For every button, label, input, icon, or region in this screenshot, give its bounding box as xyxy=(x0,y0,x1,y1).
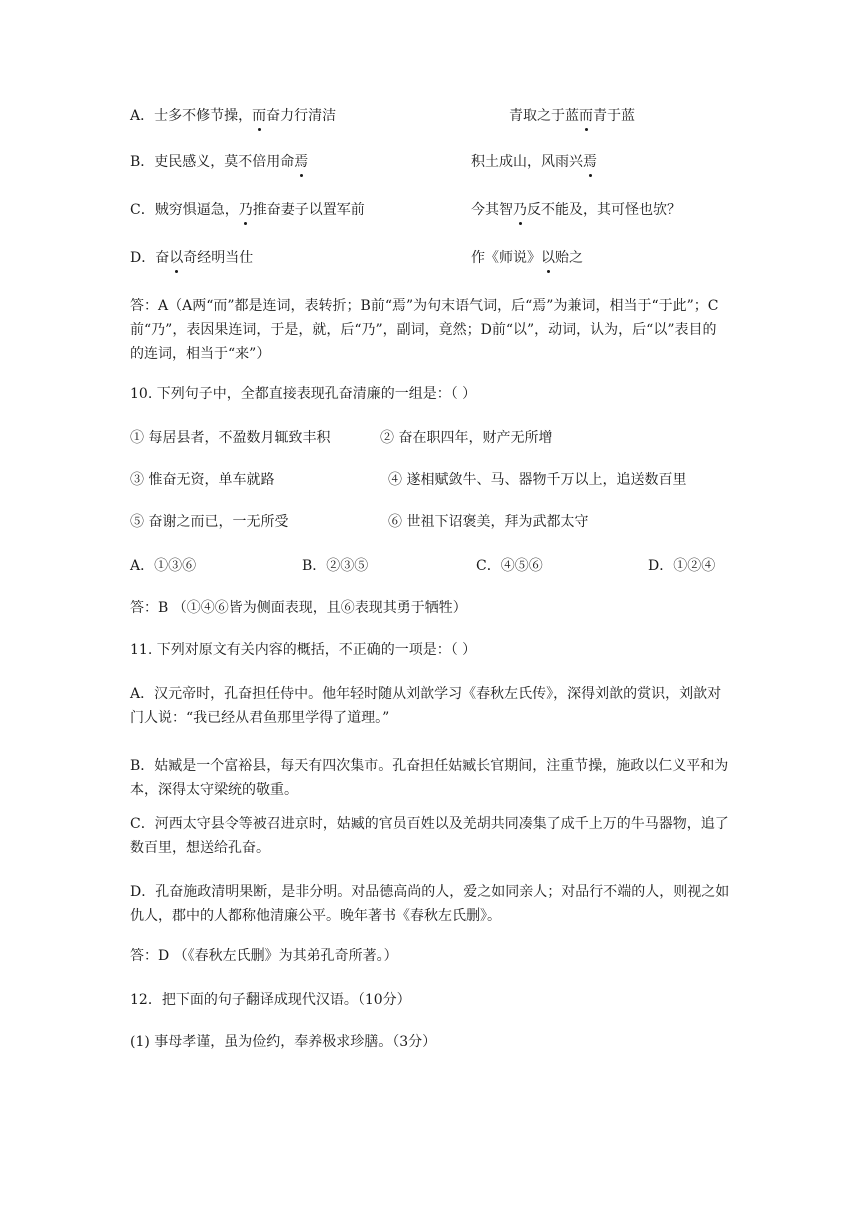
emphasis-dot: 焉 xyxy=(294,154,309,170)
q10-choice-a: A．①③⑥ xyxy=(130,558,197,574)
emphasis-dot: 乃 xyxy=(513,202,527,218)
q11-option-b: B．姑臧是一个富裕县，每天有四次集市。孔奋担任姑臧长官期间，注重节操，施政以仁义平和为本，深得太守梁统的敬重。 xyxy=(130,758,729,798)
q11-option-c: C．河西太守县令等被召进京时，姑臧的官员百姓以及羌胡共同凑集了成千上万的牛马器物，追了数百里，想送给孔奋。 xyxy=(130,816,729,856)
q11-question: 11. 下列对原文有关内容的概括，不正确的一项是：（ ） xyxy=(130,642,477,658)
q12-question: 12．把下面的句子翻译成现代汉语。（10分） xyxy=(130,992,411,1008)
q10-item-6: ⑥ 世祖下诏褒美，拜为武都太守 xyxy=(388,514,589,530)
q9-option-b-right: 积土成山，风雨兴焉 xyxy=(471,154,597,170)
q10-choice-b: B．②③⑤ xyxy=(302,558,369,574)
q10-item-5: ⑤ 奋谢之而已，一无所受 xyxy=(130,514,289,530)
emphasis-dot: 以 xyxy=(169,250,184,266)
emphasis-dot: 以 xyxy=(541,250,555,266)
q10-item-3: ③ 惟奋无资，单车就路 xyxy=(130,472,275,488)
q12-item-1: (1) 事母孝谨，虽为俭约，奉养极求珍膳。（3分） xyxy=(130,1034,437,1050)
q11-answer: 答：D （《春秋左氏删》为其弟孔奇所著。） xyxy=(130,948,398,964)
emphasis-dot: 而 xyxy=(579,108,593,124)
q10-choice-d: D．①②④ xyxy=(648,558,716,574)
q11-option-a: A．汉元帝时，孔奋担任侍中。他年轻时随从刘歆学习《春秋左氏传》，深得刘歆的赏识，刘歆对门人说：“我已经从君鱼那里学得了道理。” xyxy=(130,686,722,726)
q9-option-a-right: 青取之于蓝而青于蓝 xyxy=(509,108,635,124)
q10-answer: 答：B （①④⑥皆为侧面表现，且⑥表现其勇于牺牲） xyxy=(130,600,467,616)
emphasis-dot: 而 xyxy=(252,108,267,124)
emphasis-dot: 乃 xyxy=(238,202,253,218)
q11-option-d: D．孔奋施政清明果断，是非分明。对品德高尚的人，爱之如同亲人；对品行不端的人，则视之如仇人，郡中的人都称他清廉公平。晚年著书《春秋左氏删》。 xyxy=(130,884,730,924)
q10-item-1: ① 每居县者，不盈数月辄致丰积 xyxy=(130,430,331,446)
q10-item-2: ② 奋在职四年，财产无所增 xyxy=(380,430,553,446)
q10-choice-c: C．④⑤⑥ xyxy=(476,558,543,574)
emphasis-dot: 焉 xyxy=(583,154,597,170)
q9-option-a-left: A．士多不修节操，而奋力行清洁 xyxy=(130,108,337,124)
q9-option-c-right: 今其智乃反不能及，其可怪也欤？ xyxy=(471,202,681,218)
q9-option-d-left: D．奋以奇经明当仕 xyxy=(130,250,254,266)
q9-option-d-right: 作《师说》以贻之 xyxy=(471,250,583,266)
q9-option-c-left: C．贼穷惧逼急，乃推奋妻子以置军前 xyxy=(130,202,365,218)
q9-option-b-left: B．吏民感义，莫不倍用命焉 xyxy=(130,154,309,170)
q9-answer: 答：A（A两“而”都是连词，表转折；B前“焉”为句末语气词，后“焉”为兼词，相当于“于此”；C前“乃”，表因果连词，于是，就，后“乃”，副词，竟然；D前“以”，动词，认为，后“以”表目的的连词，相当于“来”） xyxy=(130,298,719,362)
q10-item-4: ④ 遂相赋敛牛、马、器物千万以上，追送数百里 xyxy=(388,472,687,488)
q10-question: 10. 下列句子中，全都直接表现孔奋清廉的一组是：（ ） xyxy=(130,386,477,402)
